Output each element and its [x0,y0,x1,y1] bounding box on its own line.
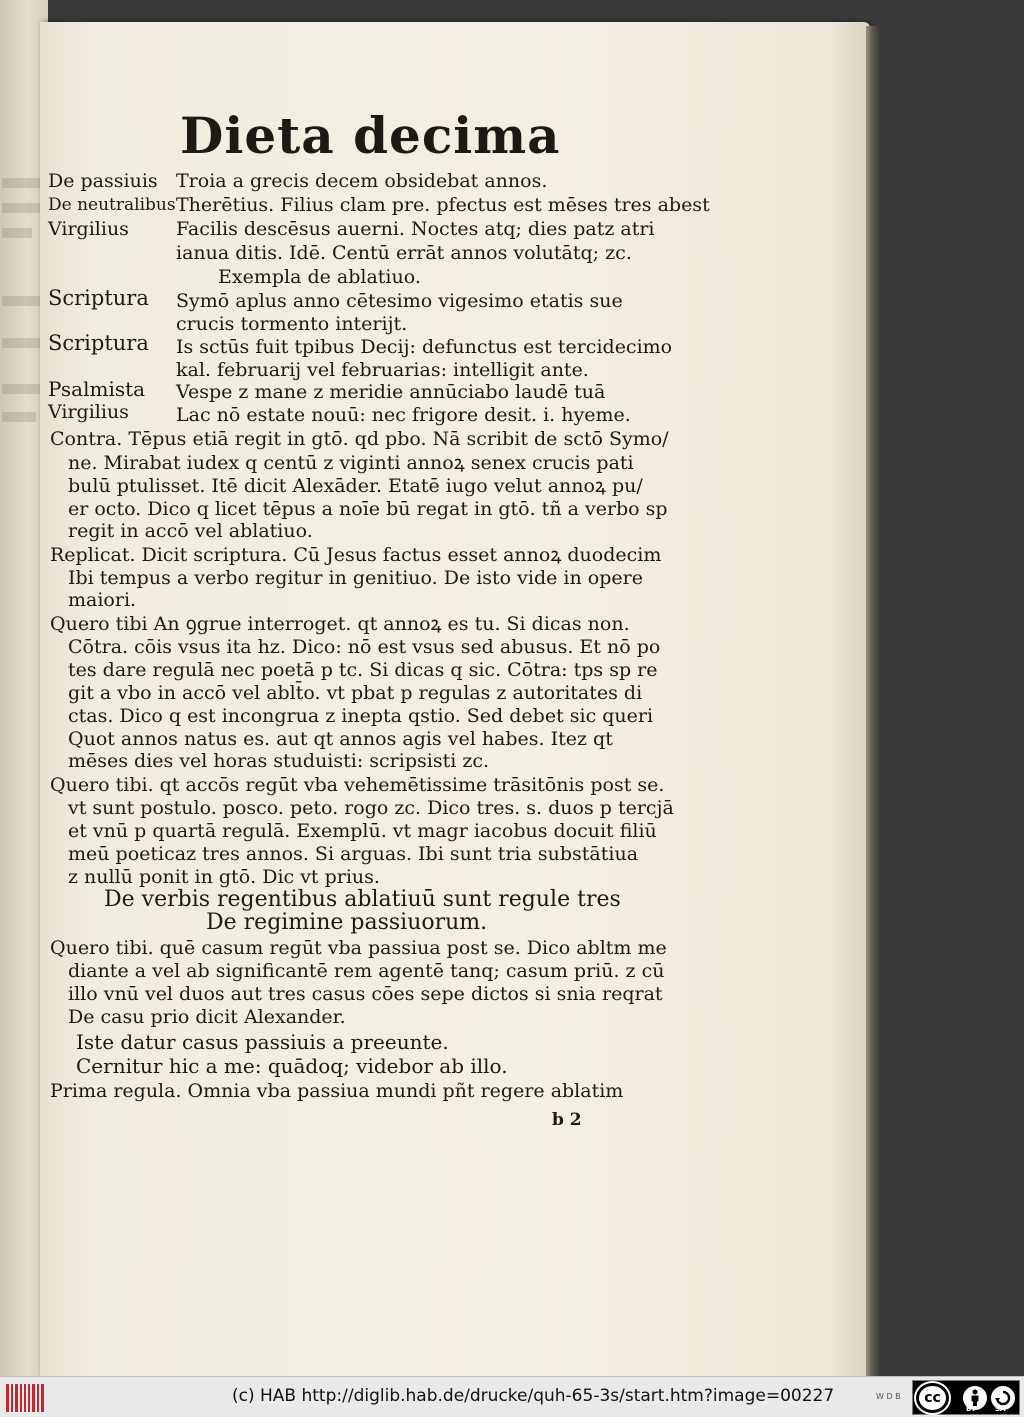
text-line: mēses dies vel horas studuisti: scripsisti zc. [68,750,490,772]
margin-label: Psalmista [48,377,146,401]
page-title: Dieta decima [180,106,561,165]
text-line: diante a vel ab significantē rem agentē tanq; casum priū. z cū [68,960,665,982]
text-line: Cōtra. cōis vsus ita hz. Dico: nō est vsus sed abusus. Et nō po [68,636,661,658]
text-line: illo vnū vel duos aut tres casus cōes sepe dictos si snia reqrat [68,983,663,1005]
text-line: z nullū ponit in gtō. Dic vt prius. [68,866,380,888]
text-line: Symō aplus anno cētesimo vigesimo etatis sue [176,290,623,312]
text-line: bulū ptulisset. Itē dicit Alexāder. Etatē iugo velut annoꝝ pu/ [68,475,643,497]
margin-label: Virgilius [48,218,129,240]
margin-label: Scriptura [48,331,149,355]
text-line: Ibi tempus a verbo regitur in genitiuo. De isto vide in opere [68,567,643,589]
barcode-icon [6,1384,44,1412]
text-line: meū poeticaz tres annos. Si arguas. Ibi sunt tria substātiua [68,843,639,865]
text-line: tes dare regulā nec poetā p tc. Si dicas q sic. Cōtra: tps sp re [68,659,658,681]
section-heading: De regimine passiuorum. [206,910,488,935]
signature-mark: b 2 [552,1110,582,1130]
text-line: Replicat. Dicit scriptura. Cū Jesus factus esset annoꝝ duodecim [50,544,662,566]
text-line: Quot annos natus es. aut qt annos agis vel habes. Itez qt [68,728,613,750]
text-line: kal. februarij vel februarias: intelligit ante. [176,359,589,381]
sa-label: SA [995,1405,1006,1413]
text-line: ianua ditis. Idē. Centū errāt annos volutātq; zc. [176,242,632,264]
margin-label: De neutralibus [48,195,176,215]
margin-label: De passiuis [48,170,158,192]
text-line: Therētius. Filius clam pre. pfectus est mēses tres abest [176,194,710,216]
text-line: er octo. Dico q licet tēpus a noīe bū regat in gtō. tñ a verbo sp [68,498,668,520]
text-line: vt sunt postulo. posco. peto. rogo zc. Dico tres. s. duos p tercjā [68,797,674,819]
text-line: Quero tibi An ꝯgrue interroget. qt annoꝝ es tu. Si dicas non. [50,613,630,635]
cc-icon: cc [916,1383,949,1413]
text-line: Troia a grecis decem obsidebat annos. [176,170,548,192]
text-line: git a vbo in accō vel ablt̄o. vt pbat p regulas z autoritates di [68,682,643,704]
text-line: Contra. Tēpus etiā regit in gtō. qd pbo. Nā scribit de sctō Symo/ [50,428,669,450]
verse-line: Iste datur casus passiuis a preeunte. [76,1030,449,1054]
verse-line: Cernitur hic a me: quādoq; videbor ab illo. [76,1054,508,1078]
text-line: Quero tibi. quē casum regūt vba passiua post se. Dico abltm me [50,937,667,959]
text-line: De casu prio dicit Alexander. [68,1006,346,1028]
text-line: Exempla de ablatiuo. [218,266,421,288]
text-line: maiori. [68,589,137,611]
copyright-link[interactable]: (c) HAB http://diglib.hab.de/drucke/quh-65-3s/start.htm?image=00227 [232,1386,835,1406]
text-line: Lac nō estate nouū: nec frigore desit. i. hyeme. [176,404,631,426]
text-line: et vnū p quartā regulā. Exemplū. vt magr iacobus docuit filiū [68,820,657,842]
by-label: BY [966,1405,977,1413]
text-line: Is sctūs fuit tpibus Decij: defunctus est tercidecimo [176,336,673,358]
text-line: Prima regula. Omnia vba passiua mundi pñt regere ablatim [50,1080,624,1102]
license-small-text: W D B [876,1392,901,1401]
margin-label: Virgilius [48,401,129,423]
section-heading: De verbis regentibus ablatiuū sunt regule tres [104,887,621,912]
text-line: crucis tormento interijt. [176,313,408,335]
text-line: regit in accō vel ablatiuo. [68,520,313,542]
text-line: Facilis descēsus auerni. Noctes atq; dies patz atri [176,218,655,240]
margin-label: Scriptura [48,286,149,310]
text-line: ne. Mirabat iudex q centū z viginti annoꝝ senex crucis pati [68,452,634,474]
creative-commons-badge[interactable] [912,1380,1020,1415]
footer-bar [0,1376,1024,1417]
text-line: Vespe z mane z meridie annūciabo laudē tuā [176,381,606,403]
text-line: Quero tibi. qt accōs regūt vba vehemētissime trāsitōnis post se. [50,774,665,796]
text-line: ctas. Dico q est incongrua z inepta qstio. Sed debet sic queri [68,705,654,727]
